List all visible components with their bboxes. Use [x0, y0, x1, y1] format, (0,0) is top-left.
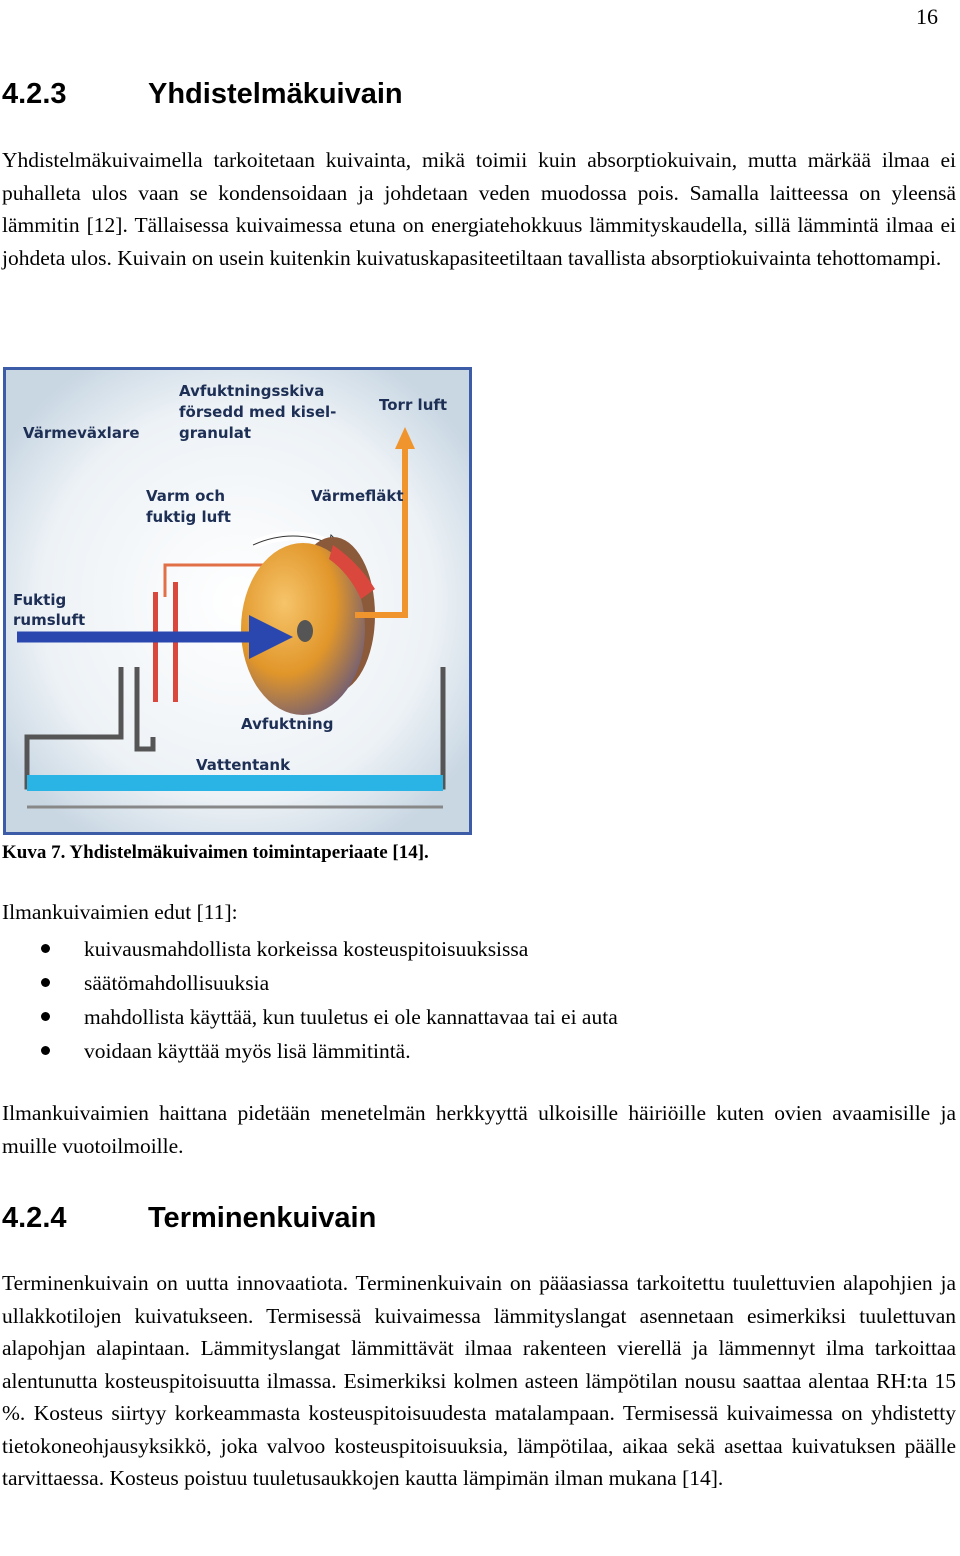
disadvantage-paragraph: Ilmankuivaimien haittana pidetään menetelmän herkkyyttä ulkoisille häiriöille kuten ovien avaamisille ja muille vuotoilmoille. [2, 1101, 956, 1158]
list-item-text: kuivausmahdollista korkeissa kosteuspitoisuuksissa [84, 937, 529, 961]
list-item [0, 966, 618, 1000]
label-dehumid-disc-2: försedd med kisel- [179, 403, 337, 421]
label-dry-air: Torr luft [379, 396, 448, 414]
label-humid-room-2: rumsluft [13, 611, 86, 629]
bullet-icon [41, 944, 50, 953]
page-number: 16 [916, 4, 938, 29]
label-water-tank: Vattentank [196, 756, 291, 774]
list-item [0, 1034, 618, 1068]
section-number: 4.2.4 [2, 1202, 67, 1234]
section-title: Yhdistelmäkuivain [148, 78, 403, 110]
label-heat-fan: Värmefläkt [311, 487, 404, 505]
advantages-list [0, 932, 618, 1068]
label-heat-exchanger: Värmeväxlare [23, 424, 140, 442]
section-paragraph: Terminenkuivain on uutta innovaatiota. Terminenkuivain on pääasiassa tarkoitettu tuulettuvien alapohjien ja ullakkotilojen kuivatukseen. Termisessä kuivaimessa lämmityslangat asennetaan esimerkiksi tuulettuvan alapohjan alapintaan. Lämmityslangat lämmittävät ilmaa rakenteen vierellä ja lämmennyt ilma tarkoittaa alentunutta kosteuspitoisuutta ilmassa. Esimerkiksi kolmen asteen lämpötilan nousu saattaa alentaa RH:ta 15 %. Kosteus siirtyy korkeammasta kosteuspitoisuudesta matalampaan. Termisessä kuivaimessa on yhdistetty tietokoneohjausyksikkö, joka valvoo kosteuspitoisuuksia, lämpötilaa, aikaa sekä asettaa kuivatuksen päälle tarvittaessa. Kosteus poistuu tuuletusaukkojen kautta lämpimän ilman mukana [14]. [2, 1271, 956, 1490]
section-title: Terminenkuivain [148, 1202, 377, 1234]
figure-caption: Kuva 7. Yhdistelmäkuivaimen toimintaperiaate [14]. [2, 842, 429, 863]
list-item-text: säätömahdollisuuksia [84, 971, 270, 995]
heat-exchanger-plate-left [153, 592, 158, 702]
advantages-lead: Ilmankuivaimien edut [11]: [2, 900, 238, 924]
list-item-text: mahdollista käyttää, kun tuuletus ei ole kannattavaa tai ei auta [84, 1005, 618, 1029]
section-heading-terminenkuivain [2, 1202, 376, 1235]
section-heading-yhdistelmakuivain [2, 78, 403, 111]
section-paragraph: Yhdistelmäkuivaimella tarkoitetaan kuivainta, mikä toimii kuin absorptiokuivain, mutta märkää ilmaa ei puhalleta ulos vaan se kondensoidaan ja johdetaan veden muodossa pois. Samalla laitteessa on yleensä lämmitin [12]. Tällaisessa kuivaimessa etuna on energiatehokkuus lämmityskaudella, sillä lämmintä ilmaa ei johdeta ulos. Kuivain on usein kuitenkin kuivatuskapasiteetiltaan tavallista absorptiokuivainta tehottomampi. [2, 148, 956, 270]
bullet-icon [41, 1012, 50, 1021]
label-humid-room-1: Fuktig [13, 591, 67, 609]
bullet-icon [41, 1046, 50, 1055]
dehumidifier-diagram [3, 367, 472, 835]
label-warm-humid-2: fuktig luft [146, 508, 231, 526]
water [27, 775, 443, 791]
label-dehumid: Avfuktning [241, 715, 334, 733]
list-item-text: voidaan käyttää myös lisä lämmitintä. [84, 1039, 411, 1063]
section-number: 4.2.3 [2, 78, 67, 110]
bullet-icon [41, 978, 50, 987]
label-dehumid-disc-3: granulat [179, 424, 252, 442]
list-item [0, 932, 618, 966]
list-item [0, 1000, 618, 1034]
wheel-hub [297, 620, 313, 642]
label-warm-humid-1: Varm och [146, 487, 226, 505]
label-dehumid-disc-1: Avfuktningsskiva [179, 382, 325, 400]
